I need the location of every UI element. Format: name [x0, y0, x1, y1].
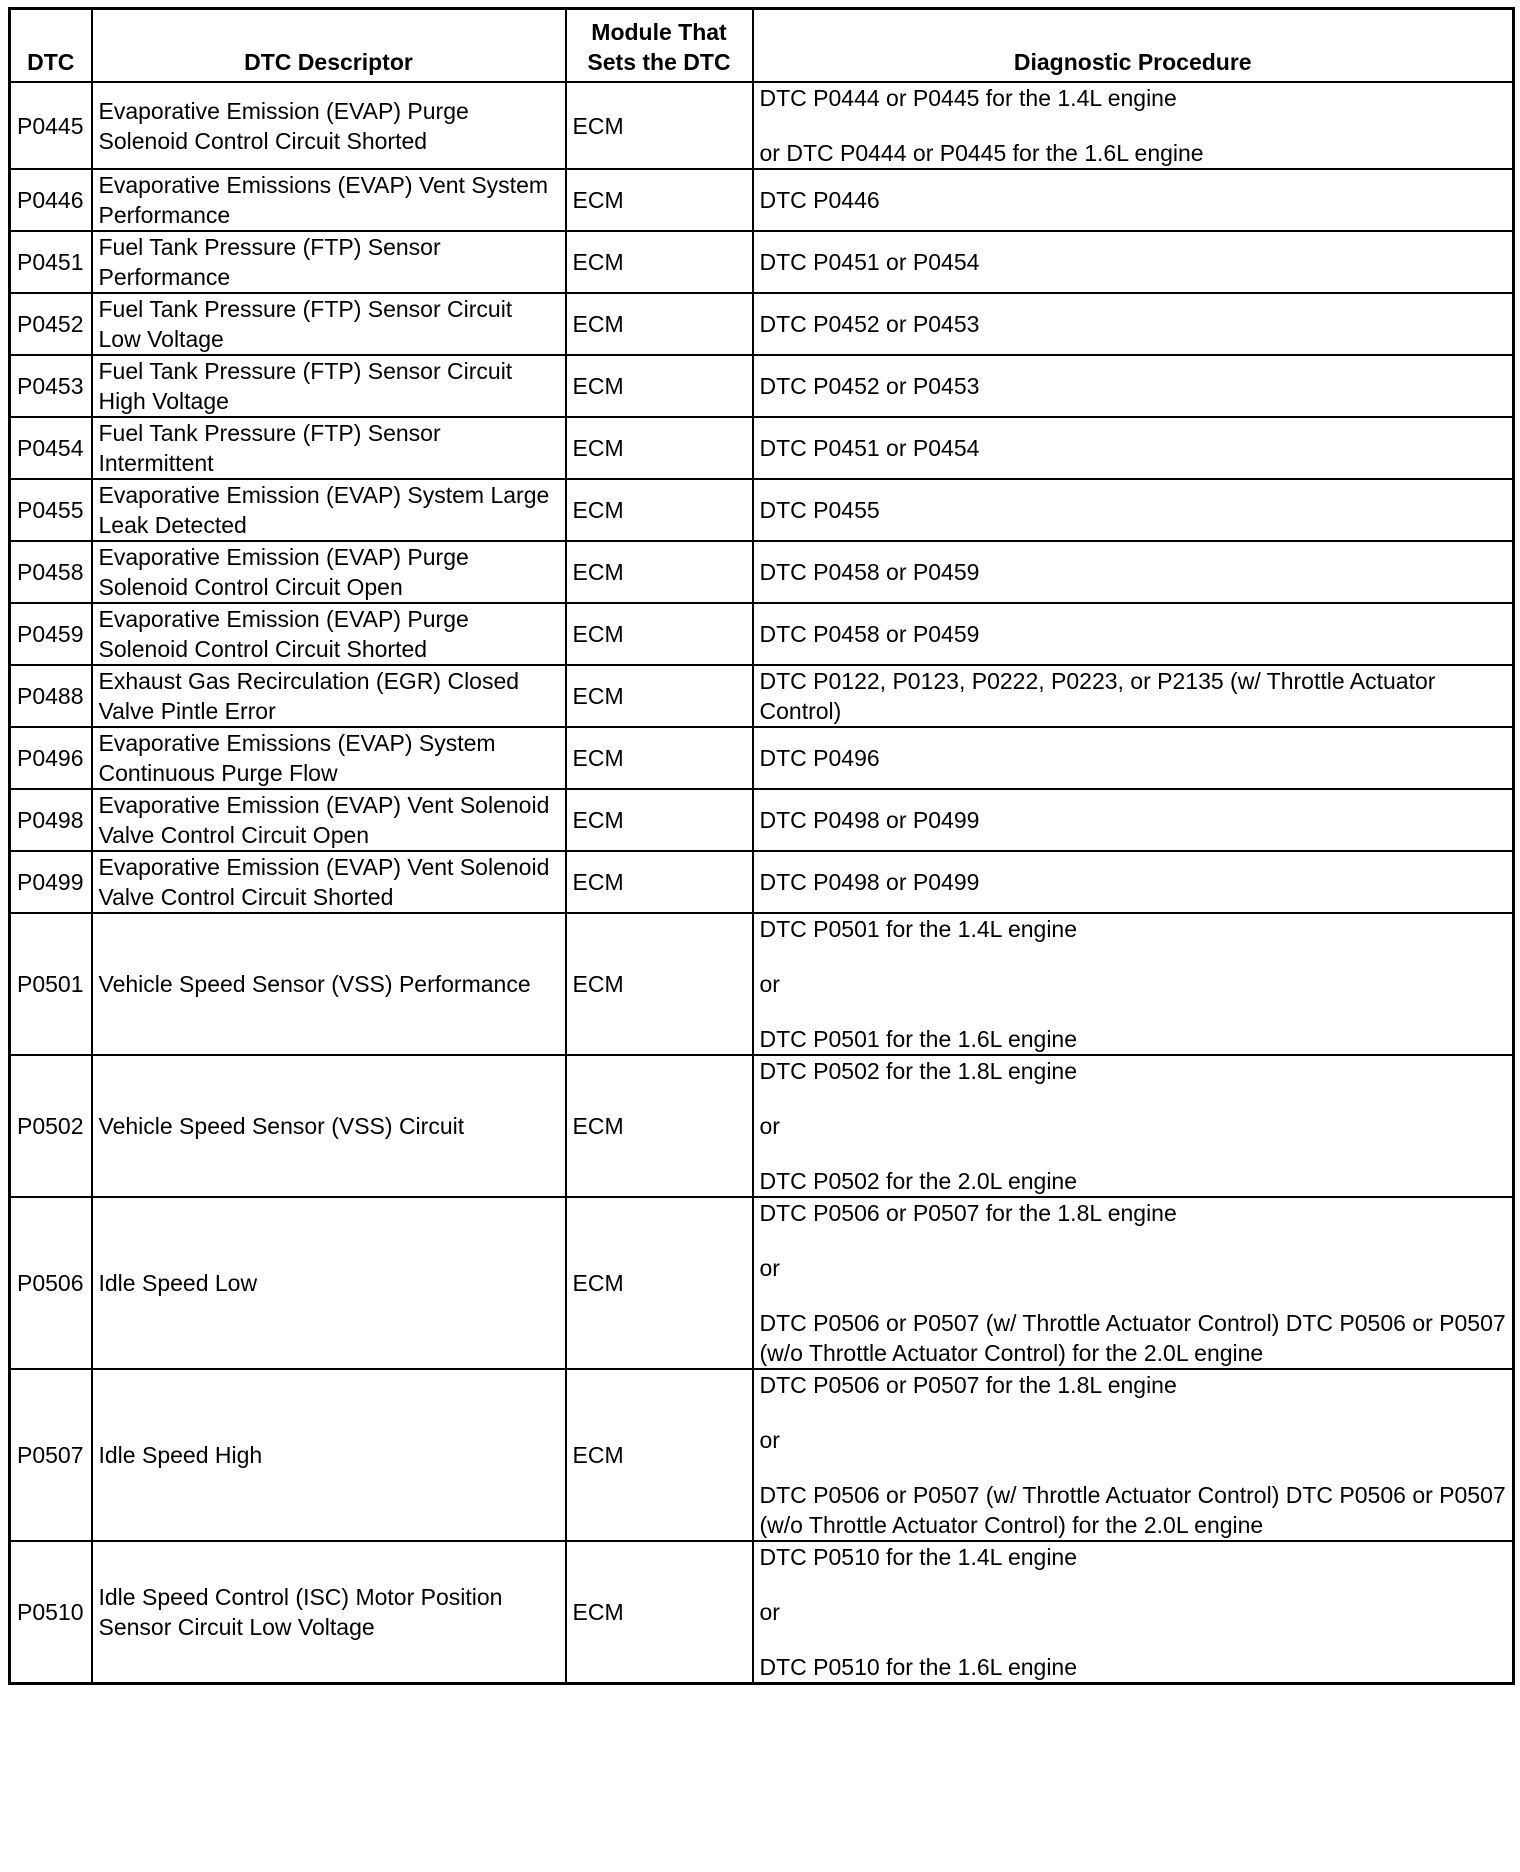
dtc-code-cell: P0510	[10, 1541, 92, 1684]
module-cell: ECM	[566, 1197, 753, 1369]
diagnostic-procedure-cell	[753, 541, 1514, 603]
dtc-code-cell: P0445	[10, 82, 92, 169]
procedure-line: DTC P0444 or P0445 for the 1.4L engine	[759, 85, 1177, 111]
table-row	[10, 541, 1514, 603]
dtc-descriptor-cell: Exhaust Gas Recirculation (EGR) Closed Valve Pintle Error	[92, 665, 566, 727]
module-cell: ECM	[566, 665, 753, 727]
procedure-line: DTC P0498 or P0499	[759, 869, 980, 895]
diagnostic-procedure-cell	[753, 665, 1514, 727]
table-row	[10, 1197, 1514, 1369]
table-row	[10, 851, 1514, 913]
procedure-line: DTC P0501 for the 1.6L engine	[759, 1026, 1078, 1052]
dtc-descriptor-cell: Evaporative Emissions (EVAP) Vent System Performance	[92, 169, 566, 231]
table-row	[10, 789, 1514, 851]
table-row	[10, 913, 1514, 1055]
module-cell: ECM	[566, 603, 753, 665]
diagnostic-procedure-cell	[753, 851, 1514, 913]
diagnostic-procedure-cell	[753, 355, 1514, 417]
dtc-descriptor-cell: Evaporative Emission (EVAP) Purge Solenoid Control Circuit Shorted	[92, 603, 566, 665]
procedure-line: DTC P0498 or P0499	[759, 807, 980, 833]
procedure-line: DTC P0496	[759, 745, 880, 771]
diagnostic-procedure-cell	[753, 727, 1514, 789]
dtc-descriptor-cell: Idle Speed High	[92, 1369, 566, 1541]
dtc-descriptor-cell: Evaporative Emission (EVAP) Vent Solenoid Valve Control Circuit Open	[92, 789, 566, 851]
dtc-code-cell: P0496	[10, 727, 92, 789]
dtc-code-cell: P0507	[10, 1369, 92, 1541]
dtc-descriptor-cell: Evaporative Emission (EVAP) Vent Solenoid Valve Control Circuit Shorted	[92, 851, 566, 913]
procedure-line: or	[759, 1255, 780, 1281]
dtc-descriptor-cell: Fuel Tank Pressure (FTP) Sensor Performance	[92, 231, 566, 293]
module-cell: ECM	[566, 231, 753, 293]
table-header	[10, 9, 1514, 83]
dtc-code-cell: P0499	[10, 851, 92, 913]
module-cell: ECM	[566, 727, 753, 789]
diagnostic-procedure-cell	[753, 1197, 1514, 1369]
procedure-line: DTC P0458 or P0459	[759, 559, 980, 585]
dtc-code-cell: P0488	[10, 665, 92, 727]
procedure-line: DTC P0455	[759, 497, 880, 523]
procedure-line: DTC P0451 or P0454	[759, 249, 980, 275]
dtc-code-cell: P0453	[10, 355, 92, 417]
header-module: Module That Sets the DTC	[566, 9, 753, 83]
dtc-descriptor-cell: Evaporative Emission (EVAP) System Large Leak Detected	[92, 479, 566, 541]
procedure-line: or DTC P0444 or P0445 for the 1.6L engine	[759, 140, 1204, 166]
diagnostic-procedure-cell	[753, 479, 1514, 541]
dtc-descriptor-cell: Evaporative Emission (EVAP) Purge Solenoid Control Circuit Shorted	[92, 82, 566, 169]
table-row	[10, 1055, 1514, 1197]
diagnostic-procedure-cell	[753, 231, 1514, 293]
module-cell: ECM	[566, 1369, 753, 1541]
dtc-descriptor-cell: Fuel Tank Pressure (FTP) Sensor Intermittent	[92, 417, 566, 479]
dtc-code-cell: P0459	[10, 603, 92, 665]
procedure-line: DTC P0122, P0123, P0222, P0223, or P2135 (w/ Throttle Actuator Control)	[759, 668, 1436, 724]
procedure-line: DTC P0446	[759, 187, 880, 213]
diagnostic-procedure-cell	[753, 913, 1514, 1055]
header-dtc: DTC	[10, 9, 92, 83]
table-row	[10, 1369, 1514, 1541]
table-row	[10, 479, 1514, 541]
procedure-line: DTC P0506 or P0507 for the 1.8L engine	[759, 1200, 1177, 1226]
procedure-line: DTC P0506 or P0507 (w/ Throttle Actuator Control) DTC P0506 or P0507 (w/o Throttle Actuator Control) for the 2.0L engine	[759, 1482, 1506, 1538]
procedure-line: or	[759, 1427, 780, 1453]
procedure-line: or	[759, 1113, 780, 1139]
table-row	[10, 727, 1514, 789]
dtc-code-cell: P0452	[10, 293, 92, 355]
table-row	[10, 603, 1514, 665]
dtc-code-cell: P0451	[10, 231, 92, 293]
table-row	[10, 417, 1514, 479]
diagnostic-procedure-cell	[753, 417, 1514, 479]
module-cell: ECM	[566, 293, 753, 355]
dtc-descriptor-cell: Vehicle Speed Sensor (VSS) Circuit	[92, 1055, 566, 1197]
module-cell: ECM	[566, 169, 753, 231]
module-cell: ECM	[566, 541, 753, 603]
module-cell: ECM	[566, 479, 753, 541]
dtc-descriptor-cell: Idle Speed Low	[92, 1197, 566, 1369]
procedure-line: DTC P0501 for the 1.4L engine	[759, 916, 1078, 942]
table-row	[10, 355, 1514, 417]
procedure-line: DTC P0502 for the 1.8L engine	[759, 1058, 1078, 1084]
procedure-line: DTC P0502 for the 2.0L engine	[759, 1168, 1078, 1194]
header-descriptor: DTC Descriptor	[92, 9, 566, 83]
dtc-code-cell: P0501	[10, 913, 92, 1055]
module-cell: ECM	[566, 417, 753, 479]
dtc-descriptor-cell: Evaporative Emission (EVAP) Purge Solenoid Control Circuit Open	[92, 541, 566, 603]
dtc-descriptor-cell: Evaporative Emissions (EVAP) System Continuous Purge Flow	[92, 727, 566, 789]
dtc-code-cell: P0455	[10, 479, 92, 541]
dtc-descriptor-cell: Fuel Tank Pressure (FTP) Sensor Circuit Low Voltage	[92, 293, 566, 355]
procedure-line: DTC P0452 or P0453	[759, 373, 980, 399]
dtc-code-cell: P0506	[10, 1197, 92, 1369]
dtc-descriptor-cell: Idle Speed Control (ISC) Motor Position Sensor Circuit Low Voltage	[92, 1541, 566, 1684]
header-procedure: Diagnostic Procedure	[753, 9, 1514, 83]
module-cell: ECM	[566, 789, 753, 851]
diagnostic-procedure-cell	[753, 82, 1514, 169]
table-body	[10, 82, 1514, 1684]
dtc-code-cell: P0454	[10, 417, 92, 479]
diagnostic-procedure-cell	[753, 1055, 1514, 1197]
dtc-descriptor-cell: Fuel Tank Pressure (FTP) Sensor Circuit High Voltage	[92, 355, 566, 417]
procedure-line: DTC P0506 or P0507 for the 1.8L engine	[759, 1372, 1177, 1398]
diagnostic-procedure-cell	[753, 603, 1514, 665]
dtc-code-cell: P0446	[10, 169, 92, 231]
module-cell: ECM	[566, 1541, 753, 1684]
table-row	[10, 169, 1514, 231]
table-row	[10, 665, 1514, 727]
table-row	[10, 1541, 1514, 1684]
dtc-code-cell: P0458	[10, 541, 92, 603]
module-cell: ECM	[566, 851, 753, 913]
procedure-line: DTC P0452 or P0453	[759, 311, 980, 337]
procedure-line: DTC P0451 or P0454	[759, 435, 980, 461]
module-cell: ECM	[566, 913, 753, 1055]
module-cell: ECM	[566, 82, 753, 169]
header-row	[10, 9, 1514, 83]
procedure-line: DTC P0458 or P0459	[759, 621, 980, 647]
table-row	[10, 231, 1514, 293]
dtc-table	[8, 7, 1515, 1685]
dtc-code-cell: P0498	[10, 789, 92, 851]
module-cell: ECM	[566, 355, 753, 417]
diagnostic-procedure-cell	[753, 1541, 1514, 1684]
procedure-line: DTC P0510 for the 1.4L engine	[759, 1544, 1078, 1570]
procedure-line: or	[759, 1599, 780, 1625]
procedure-line: DTC P0510 for the 1.6L engine	[759, 1654, 1078, 1680]
procedure-line: DTC P0506 or P0507 (w/ Throttle Actuator Control) DTC P0506 or P0507 (w/o Throttle Actuator Control) for the 2.0L engine	[759, 1310, 1506, 1366]
dtc-descriptor-cell: Vehicle Speed Sensor (VSS) Performance	[92, 913, 566, 1055]
diagnostic-procedure-cell	[753, 293, 1514, 355]
dtc-code-cell: P0502	[10, 1055, 92, 1197]
diagnostic-procedure-cell	[753, 1369, 1514, 1541]
table-row	[10, 293, 1514, 355]
diagnostic-procedure-cell	[753, 789, 1514, 851]
table-row	[10, 82, 1514, 169]
procedure-line: or	[759, 971, 780, 997]
diagnostic-procedure-cell	[753, 169, 1514, 231]
module-cell: ECM	[566, 1055, 753, 1197]
